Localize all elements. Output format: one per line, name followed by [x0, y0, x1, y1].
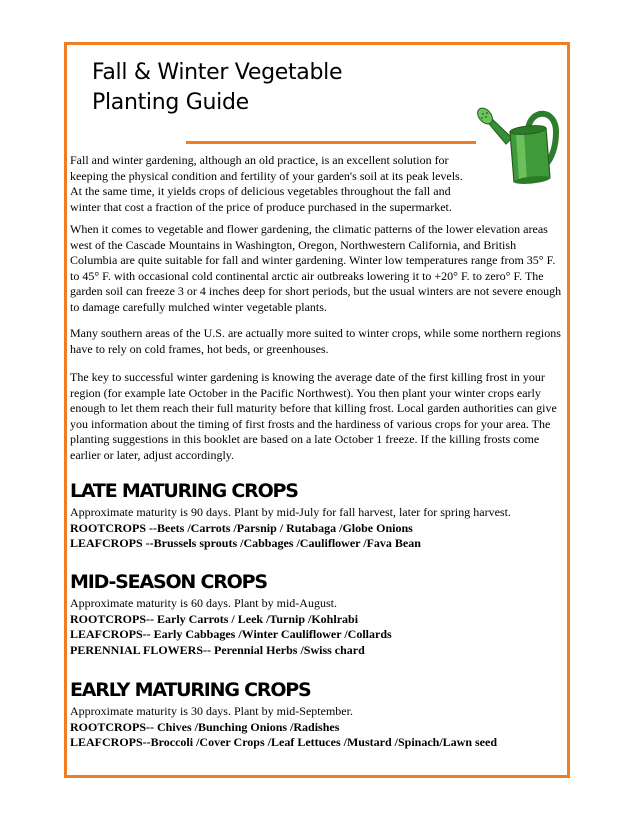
section-body-late: [70, 505, 564, 552]
maturity-text: Approximate maturity is 60 days. Plant by mid-August.: [70, 596, 337, 610]
regions-paragraph: Many southern areas of the U.S. are actually more suited to winter crops, while some northern regions have to rely on cold frames, hot beds, or greenhouses.: [70, 326, 561, 356]
crop-line: LEAFCROPS-- Early Cabbages /Winter Cauliflower /Collards: [70, 627, 392, 641]
crop-line: PERENNIAL FLOWERS-- Perennial Herbs /Swiss chard: [70, 642, 365, 657]
title-underline: [186, 141, 476, 144]
crop-line: ROOTCROPS-- Early Carrots / Leek /Turnip /Kohlrabi: [70, 611, 359, 626]
crop-line: LEAFCROPS --Brussels sprouts /Cabbages /Cauliflower /Fava Bean: [70, 536, 421, 550]
maturity-text: Approximate maturity is 90 days. Plant by mid-July for fall harvest, later for spring harvest.: [70, 505, 511, 519]
section-heading-mid: MID-SEASON CROPS: [70, 571, 267, 593]
watering-can-icon: [476, 104, 564, 184]
section-heading-early: EARLY MATURING CROPS: [70, 679, 311, 701]
crop-line: ROOTCROPS --Beets /Carrots /Parsnip / Rutabaga /Globe Onions: [70, 520, 413, 535]
maturity-text: Approximate maturity is 30 days. Plant by mid-September.: [70, 704, 353, 718]
frost-paragraph: The key to successful winter gardening is knowing the average date of the first killing frost in your region (for example late October in the Pacific Northwest). You then plant your winter crops early enough to let them reach their full maturity before that killing frost. Local garden authorities can give you information about the timing of first frosts and the hardiness of various crops for your area. The planting suggestions in this booklet are based on a late October 1 freeze. If the killing frosts come earlier or later, adjust accordingly.: [70, 370, 557, 462]
title-line-2: Planting Guide: [92, 90, 249, 115]
section-body-early: [70, 704, 564, 751]
climate-paragraph: When it comes to vegetable and flower gardening, the climatic patterns of the lower elevation areas west of the Cascade Mountains in Washington, Oregon, Northwestern California, and British Columbia are quite suitable for fall and winter gardening. Winter low temperatures range from 35° F. to 45° F. with occasional cold continental arctic air outbreaks lowering it to +20° F. to zero° F. The garden soil can freeze 3 or 4 inches deep for short periods, but the usual winters are not severe enough to damage carefully mulched winter vegetable plants.: [70, 222, 562, 314]
intro-paragraph: Fall and winter gardening, although an old practice, is an excellent solution for keeping the physical condition and fertility of your garden's soil at its peak levels. At the same time, it yields crops of delicious vegetables throughout the fall and winter that cost a fraction of the price of produce purchased in the supermarket.: [70, 153, 463, 214]
title-line-1: Fall & Winter Vegetable: [92, 60, 343, 85]
page-title: [92, 58, 342, 118]
crop-line: LEAFCROPS--Broccoli /Cover Crops /Leaf Lettuces /Mustard /Spinach/Lawn seed: [70, 735, 497, 749]
section-heading-late: LATE MATURING CROPS: [70, 480, 298, 502]
crop-line: ROOTCROPS-- Chives /Bunching Onions /Radishes: [70, 719, 340, 734]
section-body-mid: [70, 596, 564, 658]
